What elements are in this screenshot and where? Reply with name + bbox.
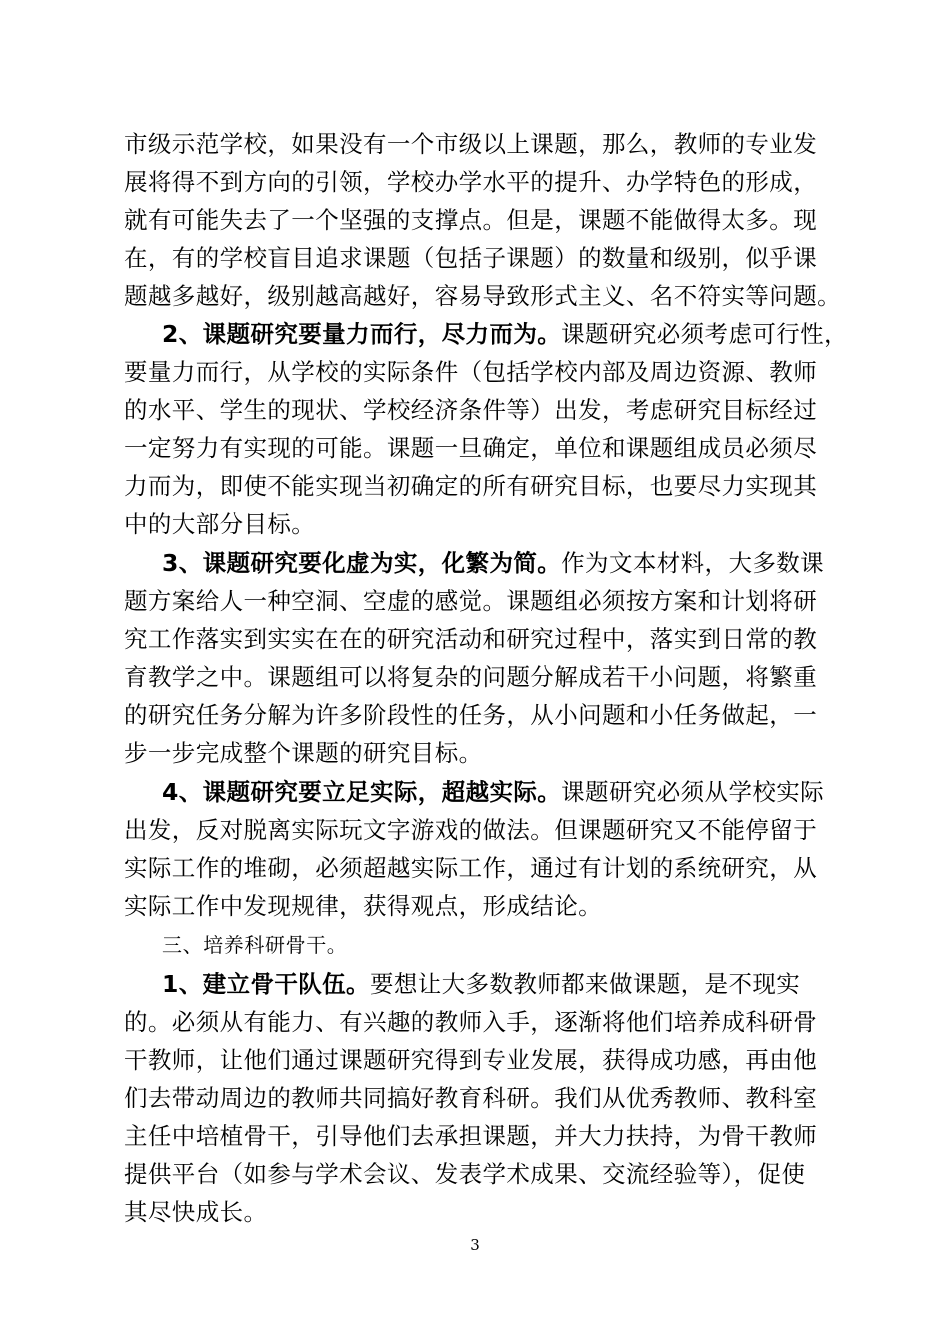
text-line: 出发，反对脱离实际玩文字游戏的做法。但课题研究又不能停留于 (124, 816, 818, 844)
paragraph-text: 作为文本材料，大多数课 (561, 549, 825, 577)
paragraph-first-line (162, 773, 882, 811)
text-line: 们去带动周边的教师共同搞好教育科研。我们从优秀教师、教科室 (124, 1084, 818, 1112)
paragraph-lead: 3、课题研究要化虚为实，化繁为简。 (162, 549, 562, 577)
text-line: 力而为，即使不能实现当初确定的所有研究目标，也要尽力实现其 (124, 472, 818, 500)
section-heading: 三、培养科研骨干。 (162, 933, 348, 957)
page-number: 3 (470, 1236, 480, 1254)
text-line: 中的大部分目标。 (124, 510, 316, 538)
paragraph-lead: 1、建立骨干队伍。 (162, 970, 370, 998)
text-line: 展将得不到方向的引领，学校办学水平的提升、办学特色的形成， (124, 168, 818, 196)
text-line: 干教师，让他们通过课题研究得到专业发展，获得成功感，再由他 (124, 1046, 818, 1074)
text-line: 题方案给人一种空洞、空虚的感觉。课题组必须按方案和计划将研 (124, 587, 818, 615)
text-line: 题越多越好，级别越高越好，容易导致形式主义、名不符实等问题。 (124, 282, 841, 310)
text-line: 在，有的学校盲目追求课题（包括子课题）的数量和级别，似乎课 (124, 244, 818, 272)
text-line: 其尽快成长。 (124, 1198, 268, 1226)
text-line: 市级示范学校，如果没有一个市级以上课题，那么，教师的专业发 (124, 130, 818, 158)
text-line: 步一步完成整个课题的研究目标。 (124, 739, 483, 767)
text-line: 育教学之中。课题组可以将复杂的问题分解成若干小问题，将繁重 (124, 663, 818, 691)
text-line: 一定努力有实现的可能。课题一旦确定，单位和课题组成员必须尽 (124, 434, 818, 462)
paragraph-text: 课题研究必须考虑可行性， (561, 320, 848, 348)
text-line: 要量力而行，从学校的实际条件（包括学校内部及周边资源、教师 (124, 358, 818, 386)
paragraph-first-line (162, 315, 882, 353)
text-line: 究工作落实到实实在在的研究活动和研究过程中，落实到日常的教 (124, 625, 818, 653)
paragraph-lead: 2、课题研究要量力而行，尽力而为。 (162, 320, 562, 348)
paragraph-text: 要想让大多数教师都来做课题，是不现实 (369, 970, 801, 998)
text-line: 的研究任务分解为许多阶段性的任务，从小问题和小任务做起，一 (124, 701, 818, 729)
text-line: 实际工作中发现规律，获得观点，形成结论。 (124, 892, 602, 920)
text-line: 主任中培植骨干，引导他们去承担课题，并大力扶持，为骨干教师 (124, 1122, 818, 1150)
paragraph-text: 课题研究必须从学校实际 (561, 778, 825, 806)
text-line: 就有可能失去了一个坚强的支撑点。但是，课题不能做得太多。现 (124, 206, 818, 234)
paragraph-first-line (162, 544, 882, 582)
text-line: 提供平台（如参与学术会议、发表学术成果、交流经验等），促使 (124, 1160, 806, 1188)
text-line: 实际工作的堆砌，必须超越实际工作，通过有计划的系统研究，从 (124, 854, 818, 882)
paragraph-first-line (162, 965, 882, 1003)
text-line: 的。必须从有能力、有兴趣的教师入手，逐渐将他们培养成科研骨 (124, 1008, 818, 1036)
paragraph-lead: 4、课题研究要立足实际，超越实际。 (162, 778, 562, 806)
text-line: 的水平、学生的现状、学校经济条件等）出发，考虑研究目标经过 (124, 396, 818, 424)
